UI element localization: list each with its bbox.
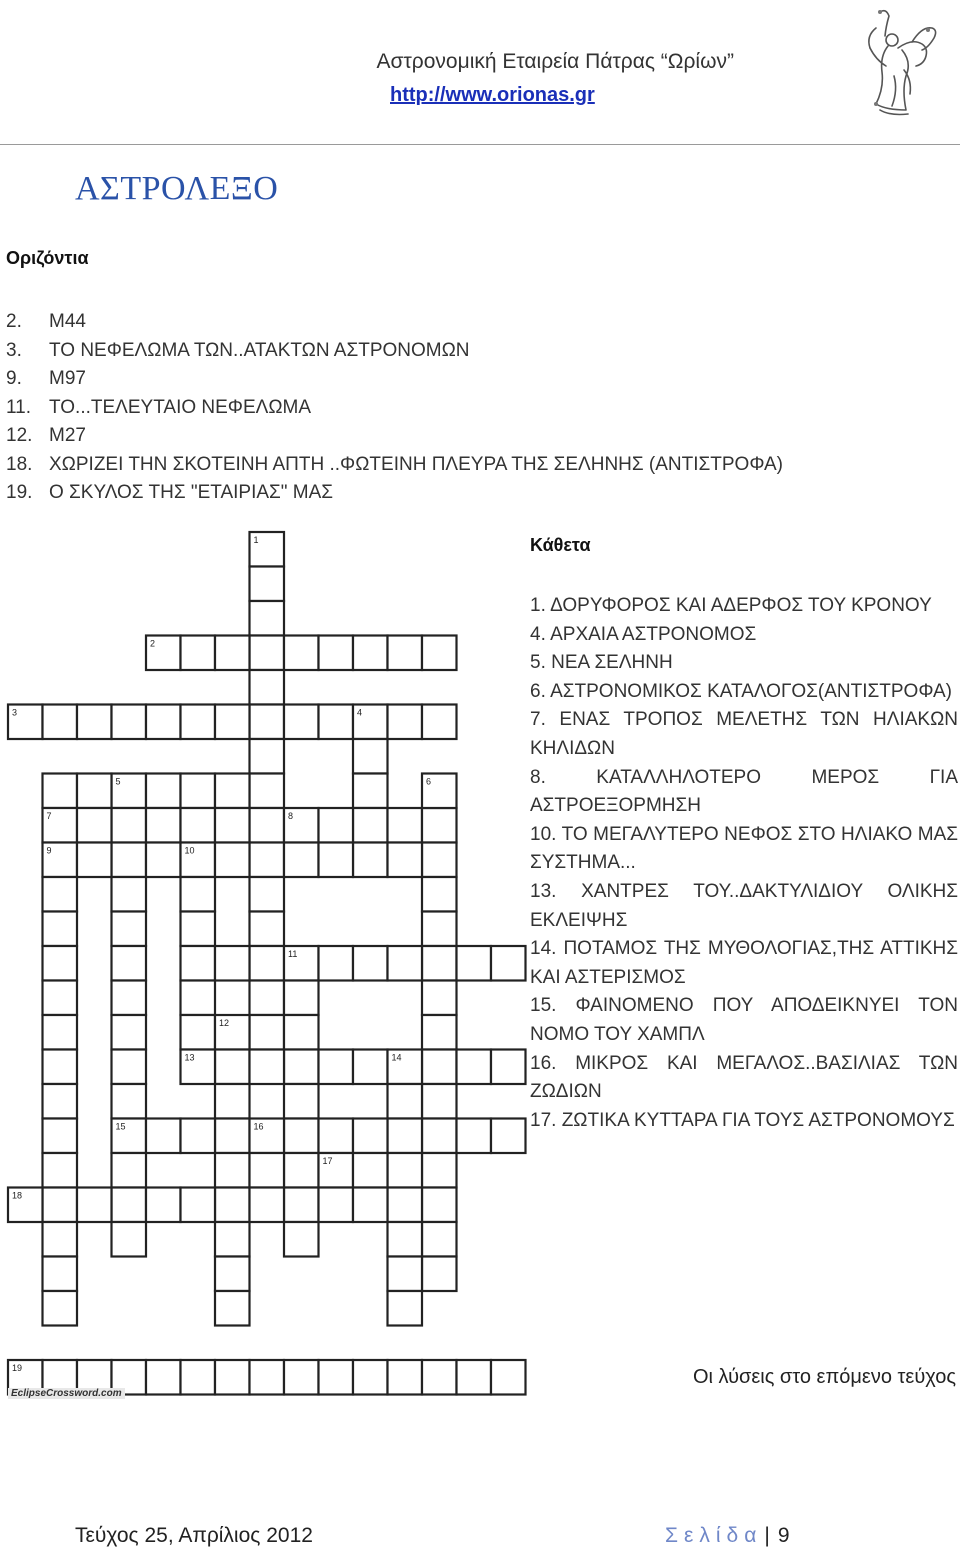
grid-cell[interactable] [250,877,285,912]
grid-cell[interactable] [112,1050,147,1085]
grid-cell[interactable] [43,1119,78,1154]
grid-cell[interactable] [181,808,216,843]
grid-cell[interactable] [284,1360,319,1395]
grid-cell[interactable] [250,1050,285,1085]
grid-cell[interactable] [250,1015,285,1050]
grid-cell[interactable] [146,808,181,843]
grid-cell[interactable] [250,601,285,636]
grid-cell[interactable] [422,1084,457,1119]
grid-cell[interactable] [181,946,216,981]
clue-item [6,479,783,508]
clue-item [6,451,783,480]
grid-cell[interactable] [388,1119,423,1154]
clue-item [6,422,783,451]
grid-cell[interactable] [215,946,250,981]
grid-cell[interactable] [215,1291,250,1326]
grid-cell[interactable] [112,843,147,878]
grid-cell[interactable] [43,1015,78,1050]
cell-number: 1 [253,535,259,545]
cell-number: 13 [184,1052,195,1063]
cell-number: 14 [391,1052,402,1063]
grid-cell[interactable] [77,808,112,843]
cell-number: 2 [150,638,156,649]
organization-url-link[interactable]: http://www.orionas.gr [390,84,595,106]
clue-number: 1. [530,595,546,616]
grid-cell[interactable] [491,946,526,981]
grid-cell[interactable] [388,1188,423,1223]
grid-cell[interactable] [491,1119,526,1154]
down-clues-list [530,592,958,1135]
organization-name: Αστρονομική Εταιρεία Πάτρας “Ωρίων” [376,50,734,73]
grid-cell[interactable] [215,705,250,740]
clue-item [530,592,958,621]
grid-cell[interactable] [319,705,354,740]
grid-cell[interactable] [146,1360,181,1395]
grid-cell[interactable] [77,774,112,809]
constellation-figure-icon [850,6,942,124]
grid-cell[interactable] [250,946,285,981]
grid-cell[interactable] [284,636,319,671]
grid-cell[interactable] [422,1050,457,1085]
clue-item [530,621,958,650]
clue-number: 5. [530,652,546,674]
clue-number: 18. [6,453,33,475]
grid-cell[interactable] [284,1084,319,1119]
clue-number: 8. [530,766,546,788]
clue-number: 19. [6,482,33,503]
grid-cell[interactable] [284,1050,319,1085]
clue-item [6,308,783,337]
grid-cell[interactable] [112,946,147,981]
grid-cell[interactable] [146,1119,181,1154]
grid-cell[interactable] [112,912,147,947]
clue-text: ΚΑΤΑΛΛΗΛΟΤΕΡΟ ΜΕΡΟΣ ΓΙΑ ΑΣΤΡΟΕΞΟΡΜΗΣΗ [530,766,958,817]
grid-cell[interactable] [353,739,388,774]
grid-cell[interactable] [422,877,457,912]
grid-cell[interactable] [422,1257,457,1292]
clue-text: ΤΟ ΜΕΓΑΛΥΤΕΡΟ ΝΕΦΟΣ ΣΤΟ ΗΛΙΑΚΟ ΜΑΣ ΣΥΣΤΗΜΑ... [530,823,958,874]
grid-cell[interactable] [250,636,285,671]
grid-cell[interactable] [250,567,285,602]
clue-text: ΤΟ...ΤΕΛΕΥΤΑΙΟ ΝΕΦΕΛΩΜΑ [49,396,312,418]
footer-page [665,1524,790,1548]
clue-number: 14. [530,938,557,960]
clue-item [530,821,958,878]
grid-cell[interactable] [181,774,216,809]
grid-cell[interactable] [181,705,216,740]
grid-cell[interactable] [215,774,250,809]
grid-cell[interactable] [457,946,492,981]
grid-cell[interactable] [112,1015,147,1050]
grid-cell[interactable] [319,1188,354,1223]
grid-cell[interactable] [388,946,423,981]
clue-number: 10. [530,823,557,845]
cell-number: 11 [288,949,298,959]
cell-number: 7 [46,811,52,821]
grid-cell[interactable] [353,1360,388,1395]
grid-cell[interactable] [250,1153,285,1188]
cell-number: 9 [46,845,52,856]
grid-cell[interactable] [284,705,319,740]
grid-cell[interactable] [284,843,319,878]
grid-cell[interactable] [181,981,216,1016]
grid-cell[interactable] [112,1188,147,1223]
grid-cell[interactable] [319,843,354,878]
grid-cell[interactable] [112,1153,147,1188]
grid-cell[interactable] [215,1360,250,1395]
grid-cell[interactable] [422,1153,457,1188]
grid-cell[interactable] [250,843,285,878]
crossword-grid[interactable] [0,530,530,1410]
grid-cell[interactable] [43,1050,78,1085]
grid-cell[interactable] [43,946,78,981]
grid-cell[interactable] [284,1119,319,1154]
clue-number: 6. [530,680,546,702]
grid-cell[interactable] [319,946,354,981]
grid-cell[interactable] [388,1084,423,1119]
clue-number: 12. [6,425,33,446]
grid-cell[interactable] [181,912,216,947]
grid-cell[interactable] [422,912,457,947]
grid-cell[interactable] [319,1360,354,1395]
grid-cell[interactable] [388,1222,423,1257]
grid-cell[interactable] [353,1188,388,1223]
grid-cell[interactable] [353,1050,388,1085]
clue-number: 16. [530,1052,557,1074]
grid-cell[interactable] [77,843,112,878]
clue-number: 9. [6,368,22,389]
clue-number: 4. [530,623,546,645]
clue-text: Μ44 [49,311,86,332]
grid-cell[interactable] [388,1291,423,1326]
grid-cell[interactable] [112,981,147,1016]
header-divider [0,144,960,145]
across-heading: Οριζόντια [6,248,89,268]
grid-cell[interactable] [284,981,319,1016]
cell-number: 10 [184,845,195,856]
clue-number: 15. [530,995,557,1017]
cell-number: 18 [12,1190,23,1201]
clue-item [6,337,783,366]
cell-number: 12 [219,1018,230,1028]
clue-text: Μ27 [49,425,86,446]
grid-cell[interactable] [250,912,285,947]
grid-cell[interactable] [422,946,457,981]
grid-cell[interactable] [43,774,78,809]
grid-cell[interactable] [77,705,112,740]
grid-cell[interactable] [215,1084,250,1119]
grid-cell[interactable] [422,981,457,1016]
clue-item [530,678,958,707]
grid-watermark: EclipseCrossword.com [8,1388,125,1399]
grid-cell[interactable] [215,1050,250,1085]
grid-cell[interactable] [284,1222,319,1257]
grid-cell[interactable] [422,808,457,843]
grid-cell[interactable] [422,705,457,740]
down-heading: Κάθετα [530,535,591,555]
cell-number: 19 [12,1363,23,1373]
grid-cell[interactable] [353,808,388,843]
grid-cell[interactable] [353,946,388,981]
grid-cell[interactable] [146,843,181,878]
grid-cell[interactable] [43,1291,78,1326]
cell-number: 15 [115,1121,126,1132]
grid-cell[interactable] [422,1119,457,1154]
grid-cell[interactable] [319,808,354,843]
clue-item [6,365,783,394]
clue-item [530,992,958,1049]
grid-cell[interactable] [181,1119,216,1154]
grid-cell[interactable] [388,636,423,671]
grid-cell[interactable] [181,1360,216,1395]
grid-cell[interactable] [43,981,78,1016]
cell-number: 3 [12,707,18,718]
page-separator: | [764,1524,770,1547]
grid-cell[interactable] [146,1188,181,1223]
grid-cell[interactable] [215,1188,250,1223]
grid-cell[interactable] [112,1084,147,1119]
grid-cell[interactable] [43,705,78,740]
cell-number: 6 [426,776,432,787]
grid-cell[interactable] [181,1015,216,1050]
grid-cell[interactable] [422,1360,457,1395]
cell-number: 8 [288,811,294,821]
clue-item [530,1050,958,1107]
clue-number: 13. [530,880,557,902]
grid-cell[interactable] [457,1050,492,1085]
grid-cell[interactable] [250,1360,285,1395]
solutions-note: Οι λύσεις στο επόμενο τεύχος [693,1366,956,1388]
grid-cell[interactable] [250,739,285,774]
grid-cell[interactable] [388,808,423,843]
grid-cell[interactable] [457,1360,492,1395]
grid-cell[interactable] [112,808,147,843]
grid-cell[interactable] [112,1222,147,1257]
grid-cell[interactable] [43,1188,78,1223]
grid-cell[interactable] [250,670,285,705]
crossword-grid-svg[interactable] [0,530,530,1410]
clue-text: ΕΝΑΣ ΤΡΟΠΟΣ ΜΕΛΕΤΗΣ ΤΩΝ ΗΛΙΑΚΩΝ ΚΗΛΙΔΩΝ [530,709,958,759]
grid-cell[interactable] [43,1257,78,1292]
grid-cell[interactable] [388,843,423,878]
grid-cell[interactable] [457,1119,492,1154]
clue-number: 17. [530,1109,557,1131]
clue-text: ΑΣΤΡΟΝΟΜΙΚΟΣ ΚΑΤΑΛΟΓΟΣ(ΑΝΤΙΣΤΡΟΦΑ) [550,680,952,702]
page-word: Σελίδα [665,1524,763,1547]
grid-cell[interactable] [284,1188,319,1223]
grid-cell[interactable] [43,1084,78,1119]
clue-text: ΧΩΡΙΖΕΙ ΤΗΝ ΣΚΟΤΕΙΝΗ ΑΠΤΗ ..ΦΩΤΕΙΝΗ ΠΛΕΥΡΑ ΤΗΣ ΣΕΛΗΝΗΣ (ΑΝΤΙΣΤΡΟΦΑ) [49,453,783,475]
grid-cell[interactable] [422,1015,457,1050]
clue-number: 2. [6,311,22,332]
clue-number: 11. [6,396,32,418]
clue-text: ΖΩΤΙΚΑ ΚΥΤΤΑΡΑ ΓΙΑ ΤΟΥΣ ΑΣΤΡΟΝΟΜΟΥΣ [561,1109,955,1131]
grid-cell[interactable] [43,1222,78,1257]
clue-item [6,394,783,423]
grid-cell[interactable] [250,808,285,843]
grid-cell[interactable] [353,843,388,878]
grid-cell[interactable] [422,1188,457,1223]
grid-cell[interactable] [284,1153,319,1188]
grid-cell[interactable] [215,1119,250,1154]
grid-cell[interactable] [215,1222,250,1257]
page-title: ΑΣΤΡΟΛΕΞΟ [75,170,279,207]
grid-cell[interactable] [43,1153,78,1188]
grid-cell[interactable] [215,636,250,671]
grid-cell[interactable] [215,808,250,843]
clue-item [530,649,958,678]
clue-item [530,764,958,821]
clue-text: ΦΑΙΝΟΜΕΝΟ ΠΟΥ ΑΠΟΔΕΙΚΝΥΕΙ ΤΟΝ ΝΟΜΟ ΤΟΥ ΧΑΜΠΛ [530,995,958,1045]
clue-number: 3. [6,339,22,361]
clue-text: ΠΟΤΑΜΟΣ ΤΗΣ ΜΥΘΟΛΟΓΙΑΣ,ΤΗΣ ΑΤΤΙΚΗΣ ΚΑΙ ΑΣΤΕΡΙΣΜΟΣ [530,938,958,988]
cell-number: 17 [322,1156,333,1166]
grid-cell[interactable] [422,843,457,878]
grid-cell[interactable] [181,636,216,671]
grid-cell[interactable] [250,774,285,809]
clue-text: Ο ΣΚΥΛΟΣ ΤΗΣ "ΕΤΑΙΡΙΑΣ" ΜΑΣ [49,482,334,503]
grid-cell[interactable] [250,981,285,1016]
clue-text: ΧΑΝΤΡΕΣ ΤΟΥ..ΔΑΚΤΥΛΙΔΙΟΥ ΟΛΙΚΗΣ ΕΚΛΕΙΨΗΣ [530,880,958,931]
clue-text: ΔΟΡΥΦΟΡΟΣ ΚΑΙ ΑΔΕΡΦΟΣ ΤΟΥ ΚΡΟΝΟΥ [550,595,932,616]
grid-cell[interactable] [181,877,216,912]
grid-cell[interactable] [112,877,147,912]
clue-number: 7. [530,709,546,731]
clue-text: Μ97 [49,368,86,389]
grid-cell[interactable] [77,1188,112,1223]
grid-cell[interactable] [215,1153,250,1188]
cell-number: 4 [357,707,363,718]
grid-cell[interactable] [491,1050,526,1085]
clue-text: ΑΡΧΑΙΑ ΑΣΤΡΟΝΟΜΟΣ [550,623,757,645]
grid-cell[interactable] [112,705,147,740]
grid-cell[interactable] [43,912,78,947]
clue-item [530,1107,958,1136]
clue-item [530,706,958,763]
grid-cell[interactable] [422,636,457,671]
grid-cell[interactable] [250,1188,285,1223]
grid-cell[interactable] [250,705,285,740]
grid-cell[interactable] [388,1360,423,1395]
grid-cell[interactable] [388,1153,423,1188]
grid-cell[interactable] [181,1188,216,1223]
clue-text: ΝΕΑ ΣΕΛΗΝΗ [551,652,673,674]
grid-cell[interactable] [353,774,388,809]
clue-text: ΜΙΚΡΟΣ ΚΑΙ ΜΕΓΑΛΟΣ..ΒΑΣΙΛΙΑΣ ΤΩΝ ΖΩΔΙΩΝ [530,1052,958,1103]
grid-cell[interactable] [319,636,354,671]
grid-cell[interactable] [353,1153,388,1188]
grid-cell[interactable] [146,774,181,809]
grid-cell[interactable] [319,1119,354,1154]
grid-cell[interactable] [491,1360,526,1395]
clue-item [530,878,958,935]
grid-cell[interactable] [43,877,78,912]
grid-cell[interactable] [146,705,181,740]
page-number: 9 [777,1524,790,1547]
grid-cell[interactable] [284,1015,319,1050]
across-clues-list [6,308,783,508]
grid-cell[interactable] [319,1050,354,1085]
grid-cell[interactable] [353,1119,388,1154]
grid-cell[interactable] [388,705,423,740]
grid-cell[interactable] [388,1257,423,1292]
grid-cell[interactable] [215,843,250,878]
cell-number: 16 [253,1121,264,1132]
grid-cell[interactable] [353,636,388,671]
grid-cell[interactable] [215,1257,250,1292]
footer-issue: Τεύχος 25, Απρίλιος 2012 [75,1524,313,1547]
clue-item [530,935,958,992]
cell-number: 5 [115,776,121,787]
grid-cell[interactable] [422,1222,457,1257]
clue-text: ΤΟ ΝΕΦΕΛΩΜΑ ΤΩΝ..ΑΤΑΚΤΩΝ ΑΣΤΡΟΝΟΜΩΝ [49,339,470,361]
